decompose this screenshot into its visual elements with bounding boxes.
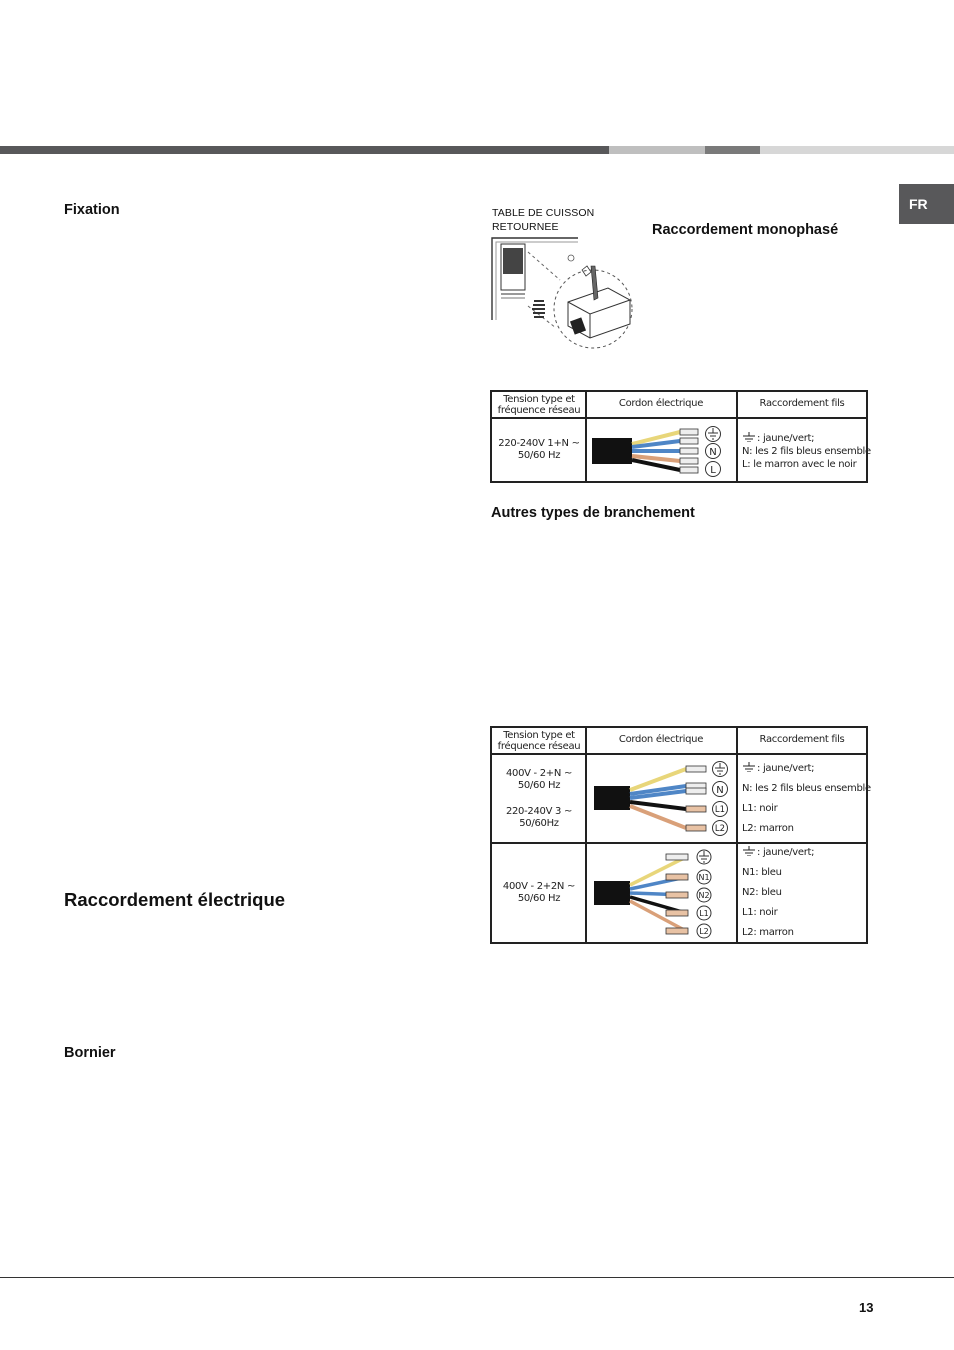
page-number: 13 [859,1300,874,1315]
connection-text: : jaune/vert; [757,847,815,858]
connection-line: N: les 2 fils bleus ensemble [742,783,871,794]
connection-line: L1: noir [742,907,778,918]
voltage-cell [494,438,584,462]
earth-icon [742,762,756,772]
connection-line: N2: bleu [742,887,782,898]
voltage-line: 220-240V 1+N ~ [498,438,580,449]
single-phase-heading: Raccordement monophasé [652,222,839,238]
electrical-connection-heading: Raccordement électrique [64,889,286,910]
table-header-cord: Cordon électrique [618,398,704,409]
terminal-label: N [716,785,724,796]
connection-text: : jaune/vert; [757,433,815,444]
voltage-cell [494,881,584,905]
other-types-heading: Autres types de branchement [491,505,695,521]
connection-cell [742,846,866,939]
table-header-connection: Raccordement fils [759,398,845,409]
frequency-line: 50/60 Hz [517,893,561,904]
terminal-label: L1 [699,909,709,918]
connection-line [742,432,866,445]
header-band-dark [0,146,609,154]
connection-line: L2: marron [742,823,794,834]
terminal-label: L [710,465,716,476]
connection-line [742,846,866,859]
connection-line: N1: bleu [742,867,782,878]
connection-line [742,762,866,775]
frequency-line: 50/60 Hz [517,780,561,791]
terminal-label: L1 [714,805,726,815]
terminal-label: N [709,447,717,458]
terminal-label: N2 [698,891,710,900]
header-band-pale [760,146,954,154]
frequency-line: 50/60 Hz [517,450,561,461]
figure-caption [492,206,594,234]
figure-caption-line2: RETOURNEE [492,221,559,233]
frequency-line: 50/60Hz [519,818,559,829]
single-phase-wiring-table [490,390,871,483]
other-types-wiring-table [490,726,871,944]
header-band-mid [705,146,760,154]
two-phase-two-neutral-cord-diagram [588,845,734,942]
table-header-voltage: Tension type et fréquence réseau [497,730,581,752]
single-phase-cord-diagram [588,420,734,481]
connection-line: N: les 2 fils bleus ensemble [742,446,871,457]
voltage-line: 220-240V 3 ~ [505,806,573,817]
connection-cell [742,432,871,471]
voltage-line: 400V - 2+N ~ [505,768,573,779]
footer-rule [0,1277,954,1278]
header-band-light [609,146,705,154]
table-header-connection: Raccordement fils [759,734,845,745]
hob-terminal-illustration [490,236,640,352]
connection-line: L: le marron avec le noir [742,459,857,470]
voltage-line: 400V - 2+2N ~ [502,881,576,892]
earth-icon [742,846,756,856]
table-header-cord: Cordon électrique [618,734,704,745]
terminal-label: L2 [714,824,726,834]
terminal-label: N1 [698,873,710,882]
two-phase-cord-diagram [588,756,734,840]
fixation-heading: Fixation [64,202,120,218]
connection-text: : jaune/vert; [757,763,815,774]
connection-cell [742,762,871,835]
connection-line: L1: noir [742,803,778,814]
bornier-heading: Bornier [64,1045,116,1061]
language-tab: FR [899,184,954,224]
connection-line: L2: marron [742,927,794,938]
earth-icon [742,432,756,442]
figure-caption-line1: TABLE DE CUISSON [492,207,595,219]
table-header-voltage: Tension type et fréquence réseau [497,394,581,416]
terminal-label: L2 [699,927,709,936]
voltage-cell [494,768,584,830]
